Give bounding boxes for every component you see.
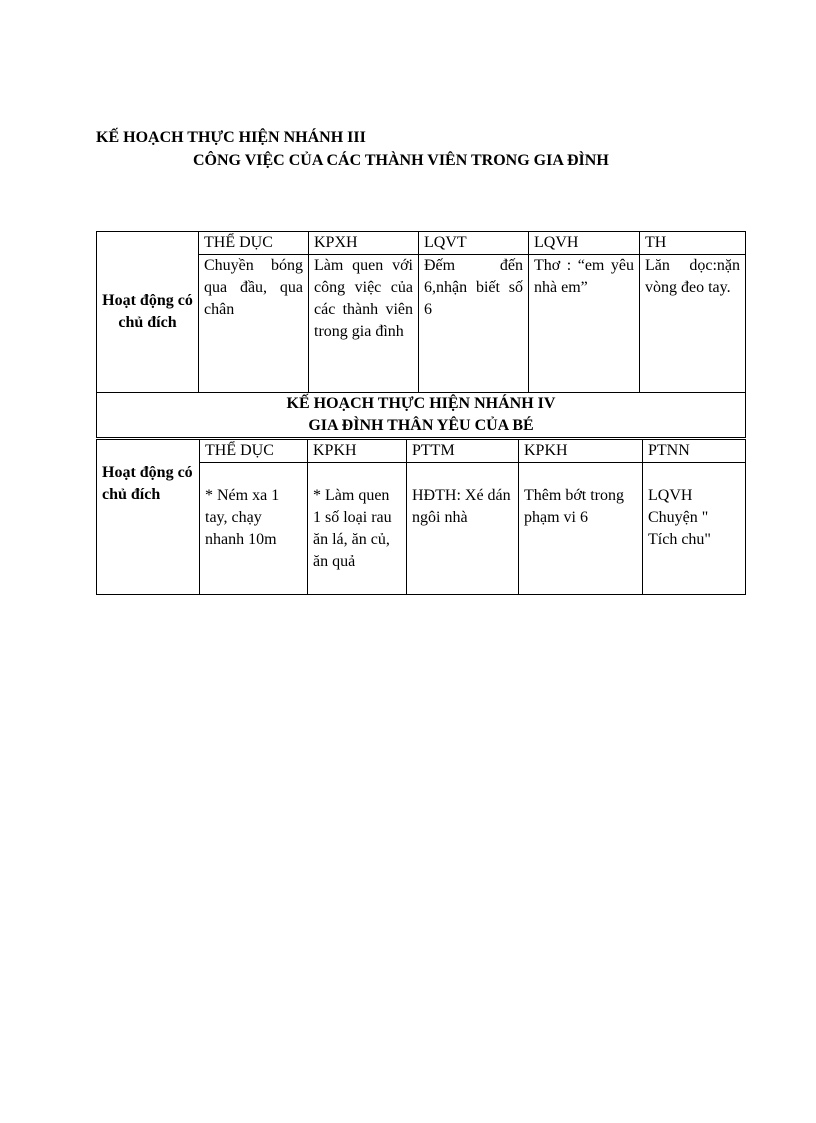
document-title: KẾ HOẠCH THỰC HIỆN NHÁNH III (96, 129, 366, 146)
row-label: Hoạt động có chủ đích (97, 440, 200, 595)
plan-table-branch-3 (96, 231, 746, 438)
activity-cell: Thơ : “em yêu nhà em” (529, 255, 640, 393)
activity-cell: Đếm đến 6,nhận biết số 6 (419, 255, 529, 393)
section-title-line-1: KẾ HOẠCH THỰC HIỆN NHÁNH IV (286, 395, 556, 412)
column-header: THỂ DỤC (200, 440, 308, 463)
activity-cell: HĐTH: Xé dán ngôi nhà (407, 463, 519, 595)
column-header: KPXH (309, 232, 419, 255)
column-header: TH (640, 232, 746, 255)
plan-table-branch-4 (96, 439, 746, 595)
column-header: KPKH (519, 440, 643, 463)
column-header: KPKH (308, 440, 407, 463)
activity-cell: * Ném xa 1 tay, chạy nhanh 10m (200, 463, 308, 595)
activity-cell: LQVH Chuyện " Tích chu" (643, 463, 746, 595)
column-header: LQVT (419, 232, 529, 255)
document-subtitle: CÔNG VIỆC CỦA CÁC THÀNH VIÊN TRONG GIA ĐÌNH (193, 152, 609, 169)
column-header: PTTM (407, 440, 519, 463)
activity-cell: Thêm bớt trong phạm vi 6 (519, 463, 643, 595)
activity-cell: Chuyền bóng qua đầu, qua chân (199, 255, 309, 393)
section-title-line-2: GIA ĐÌNH THÂN YÊU CỦA BÉ (308, 417, 534, 434)
activity-cell: Làm quen với công việc của các thành viên trong gia đình (309, 255, 419, 393)
activity-cell: Lăn dọc:nặn vòng đeo tay. (640, 255, 746, 393)
activity-cell: * Làm quen 1 số loại rau ăn lá, ăn củ, ăn quả (308, 463, 407, 595)
column-header: THỂ DỤC (199, 232, 309, 255)
section-title (97, 393, 746, 438)
row-label: Hoạt động có chủ đích (97, 232, 199, 393)
column-header: LQVH (529, 232, 640, 255)
column-header: PTNN (643, 440, 746, 463)
